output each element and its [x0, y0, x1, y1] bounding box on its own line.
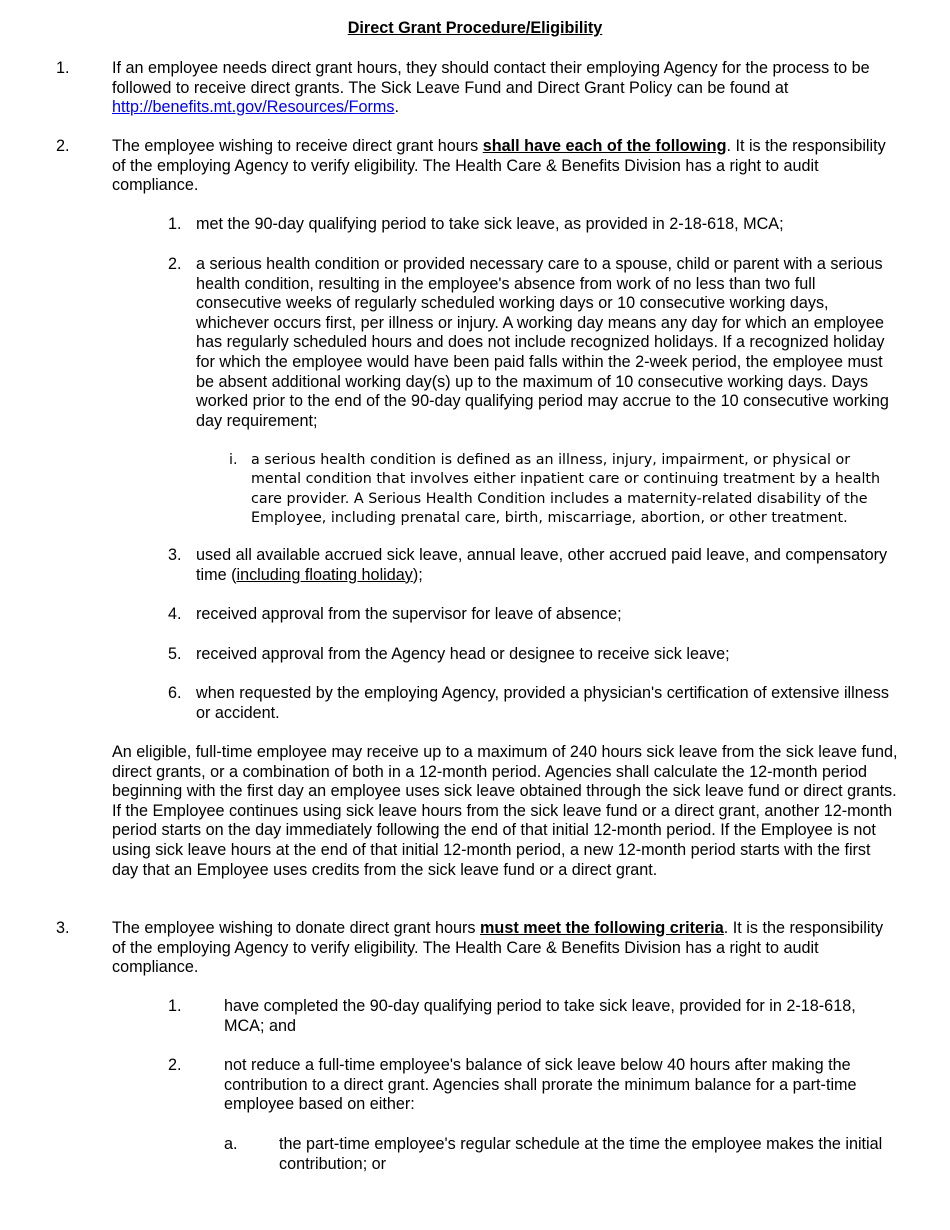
section-2-item-2-text: a serious health condition or provided necessary care to a spouse, child or parent with a serious health condition, resulting in the employee's absence from work of no less than two full consecutive weeks of regularly scheduled working days or 10 consecutive working days, whichever occurs first, per illness or injury. A working day means any day for which an employee has regularly scheduled hours and does not include recognized holidays. If a recognized holiday for which the employee would have been paid falls within the 2-week period, the employee must be absent additional working day(s) up to the maximum of 10 consecutive working days. Days worked prior to the end of the 90-day qualifying period may accrue to the 10 consecutive working day requirement; — [196, 255, 889, 430]
section-3-item-1-text: have completed the 90-day qualifying period to take sick leave, provided for in 2-18-618, MCA; and — [224, 997, 856, 1035]
section-3-item-1-number: 1. — [168, 997, 182, 1015]
section-1-text-a: If an employee needs direct grant hours, they should contact their employing Agency for the process to be followed to receive direct grants. The Sick Leave Fund and Direct Grant Policy can be found at — [112, 59, 870, 97]
forms-link[interactable]: http://benefits.mt.gov/Resources/Forms — [112, 98, 395, 117]
section-2-item-6-text: when requested by the employing Agency, provided a physician's certification of extensive illness or accident. — [196, 684, 889, 722]
section-2-item-3-text-b: ); — [412, 565, 423, 584]
section-3-text-a: The employee wishing to donate direct grant hours — [112, 919, 481, 937]
page-title: Direct Grant Procedure/Eligibility — [347, 19, 603, 37]
section-2-item-4-text: received approval from the supervisor for leave of absence; — [196, 605, 622, 623]
section-3-text — [112, 919, 896, 978]
section-2-text-a: The employee wishing to receive direct grant hours — [112, 137, 483, 155]
section-2-text — [112, 137, 896, 196]
section-1-number: 1. — [56, 59, 70, 77]
section-2-subitem-text: a serious health condition is defined as an illness, injury, impairment, or physical or mental condition that involves either inpatient care or continuing treatment by a health care provider. A Serious Health Condition includes a maternity-related disability of the Employee, including prenatal care, birth, miscarriage, abortion, or other treatment. — [251, 452, 881, 527]
section-2-item-2-number: 2. — [168, 255, 182, 273]
section-3-subitem-text: the part-time employee's regular schedule at the time the employee makes the initial contribution; or — [279, 1135, 883, 1173]
section-2-item-3-text-a: used all available accrued sick leave, annual leave, other accrued paid leave, and compensatory time ( — [196, 546, 888, 584]
section-2-item-4-number: 4. — [168, 605, 182, 623]
section-2-item-5-text: received approval from the Agency head or designee to receive sick leave; — [196, 645, 730, 663]
section-2-bold: shall have each of the following — [482, 137, 727, 155]
section-2-subitem-number: i. — [229, 452, 238, 468]
section-2-number: 2. — [56, 137, 70, 155]
section-2-item-3-underline: including floating holiday — [236, 565, 413, 584]
section-1-text — [112, 59, 896, 118]
section-3-item-2-number: 2. — [168, 1056, 182, 1074]
section-2-item-3-number: 3. — [168, 546, 182, 564]
section-3-subitem-number: a. — [224, 1135, 238, 1153]
section-2-item-5-number: 5. — [168, 645, 182, 663]
section-2-text-b: . It is the responsibility of the employing Agency to verify eligibility. The Health Care & Benefits Division has a right to audit compliance. — [112, 137, 886, 195]
section-2-item-6-number: 6. — [168, 684, 182, 702]
section-2-item-3-text — [196, 546, 898, 585]
section-2-paragraph: An eligible, full-time employee may receive up to a maximum of 240 hours sick leave from the sick leave fund, direct grants, or a combination of both in a 12-month period. Agencies shall calculate the 12-month period beginning with the first day an employee uses sick leave obtained through the sick leave fund or direct grants. If the Employee continues using sick leave hours from the sick leave fund or a direct grant, another 12-month period starts on the day immediately following the end of that initial 12-month period. If the Employee is not using sick leave hours at the end of that initial 12-month period, a new 12-month period starts with the first day that an Employee uses credits from the sick leave fund or a direct grant. — [112, 743, 898, 879]
section-1-text-b: . — [394, 98, 399, 117]
section-3-text-b: . It is the responsibility of the employing Agency to verify eligibility. The Health Care & Benefits Division has a right to audit compliance. — [112, 919, 884, 977]
section-3-number: 3. — [56, 919, 70, 937]
section-3-bold: must meet the following criteria — [480, 919, 724, 937]
section-3-item-2-text: not reduce a full-time employee's balance of sick leave below 40 hours after making the contribution to a direct grant. Agencies shall prorate the minimum balance for a part-time employee based on either: — [224, 1056, 857, 1114]
section-2-item-1-text: met the 90-day qualifying period to take sick leave, as provided in 2-18-618, MCA; — [196, 215, 784, 233]
section-2-item-1-number: 1. — [168, 215, 182, 233]
